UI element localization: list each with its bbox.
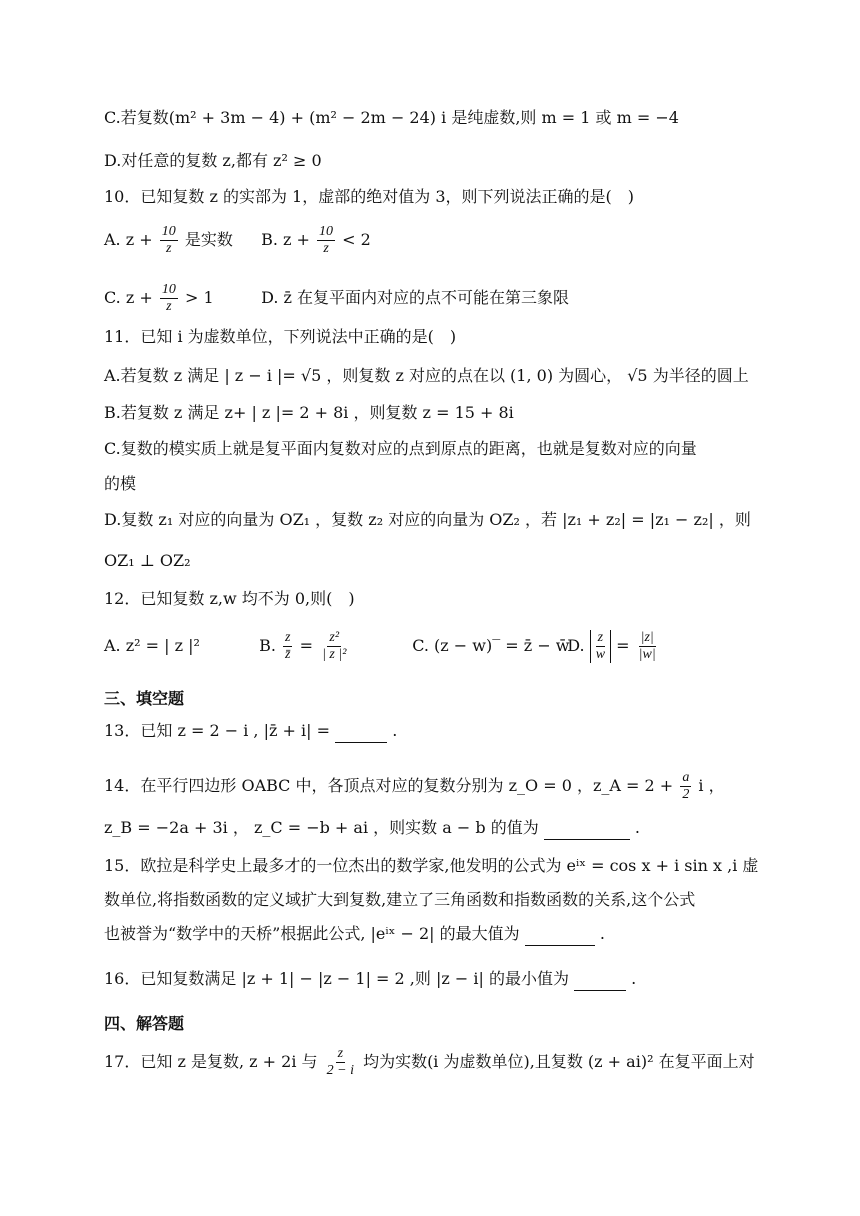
q13 xyxy=(104,719,397,743)
abs-bars xyxy=(590,630,611,663)
fraction-denominator: 2 xyxy=(682,787,690,802)
q10-option-b-fraction xyxy=(317,224,335,257)
fraction-denominator: 2 − i xyxy=(326,1063,354,1078)
q11-option-d-line1: D.复数 z₁ 对应的向量为 OZ₁ ，复数 z₂ 对应的向量为 OZ₂ ，若 |z₁ + z₂| = |z₁ − z₂| ，则 xyxy=(104,510,751,529)
q9-option-d: D.对任意的复数 z,都有 z² ≥ 0 xyxy=(104,151,322,170)
q10-option-c-post: > 1 xyxy=(184,288,214,307)
fraction-denominator: z xyxy=(166,299,172,314)
q10-stem: 10．已知复数 z 的实部为 1，虚部的绝对值为 3，则下列说法正确的是( ) xyxy=(104,187,634,206)
q10-options-row2 xyxy=(104,282,569,315)
q10-option-c-pre: C. z + xyxy=(104,288,153,307)
q10-option-a-post: 是实数 xyxy=(184,230,233,249)
q12-option-c: C. (z − w)‾ = z̄ − w̄ xyxy=(412,636,570,655)
fraction-numerator: a xyxy=(682,770,690,785)
q17-text-end: 均为实数(i 为虚数单位),且复数 (z + ai)² 在复平面上对 xyxy=(363,1052,755,1071)
fraction-numerator: 10 xyxy=(161,282,176,297)
q10-options-row1 xyxy=(104,224,371,257)
fraction-denominator: z xyxy=(166,241,172,256)
q15-line3 xyxy=(104,922,605,946)
sentence-end: . xyxy=(631,969,637,988)
fraction-numerator: 10 xyxy=(161,224,176,239)
q14-text-line1: 14．在平行四边形 OABC 中，各顶点对应的复数分别为 z_O = 0 ，z_A = 2 + xyxy=(104,776,674,795)
q14-fraction xyxy=(680,770,691,803)
q9-option-c: C.若复数(m² + 3m − 4) + (m² − 2m − 24) i 是纯虚数,则 m = 1 或 m = −4 xyxy=(104,108,679,127)
q12-option-b-fraction-left xyxy=(283,630,292,663)
q10-option-b-pre: B. z + xyxy=(261,230,310,249)
fraction-numerator: z xyxy=(285,630,291,645)
q17-line1 xyxy=(104,1046,755,1079)
q12-option-d-fraction-right xyxy=(637,630,658,663)
sentence-end: . xyxy=(634,818,640,837)
q11-option-a: A.若复数 z 满足 | z − i |= √5 ，则复数 z 对应的点在以 (1, 0) 为圆心， √5 为半径的圆上 xyxy=(104,366,749,385)
q10-option-a-fraction xyxy=(160,224,178,257)
fraction-numerator: z xyxy=(337,1046,344,1061)
fraction-denominator: |w| xyxy=(638,647,656,662)
q11-option-d-line2: OZ₁ ⊥ OZ₂ xyxy=(104,551,191,570)
section-heading-answer: 四、解答题 xyxy=(104,1014,185,1033)
q12-options-row xyxy=(104,630,660,663)
fraction-numerator: z² xyxy=(329,630,340,645)
q12-option-d-label: D. xyxy=(567,636,585,655)
q11-option-b: B.若复数 z 满足 z+ | z |= 2 + 8i ，则复数 z = 15 + 8i xyxy=(104,403,514,422)
q14-line2 xyxy=(104,816,640,840)
equals-sign: = xyxy=(299,636,313,655)
q16 xyxy=(104,967,636,991)
q13-text: 13．已知 z = 2 − i , |z̄ + i| = xyxy=(104,721,330,740)
q11-option-c-line1: C.复数的模实质上就是复平面内复数对应的点到原点的距离，也就是复数对应的向量 xyxy=(104,439,697,458)
fraction-denominator: z̄ xyxy=(285,647,291,662)
q14-text-line2: z_B = −2a + 3i ， z_C = −b + ai ，则实数 a − b 的值为 xyxy=(104,818,539,837)
q11-stem: 11．已知 i 为虚数单位，下列说法中正确的是( ) xyxy=(104,327,457,346)
q12-stem: 12．已知复数 z,w 均不为 0,则( ) xyxy=(104,589,355,608)
q11-option-c-line2: 的模 xyxy=(104,474,137,493)
equals-sign: = xyxy=(616,636,630,655)
fraction-numerator: |z| xyxy=(640,630,654,645)
q16-text: 16．已知复数满足 |z + 1| − |z − 1| = 2 ,则 |z − i| 的最小值为 xyxy=(104,969,569,988)
sentence-end: . xyxy=(599,924,605,943)
q12-option-b xyxy=(259,630,407,663)
q15-line2: 数单位,将指数函数的定义域扩大到复数,建立了三角函数和指数函数的关系,这个公式 xyxy=(104,890,696,909)
q10-option-c-fraction xyxy=(160,282,178,315)
q17-fraction xyxy=(325,1046,356,1079)
q12-option-a: A. z² = | z |² xyxy=(104,636,200,655)
q10-option-b-post: < 2 xyxy=(342,230,371,249)
q12-option-b-fraction-right xyxy=(320,630,348,663)
q12-option-d xyxy=(567,630,659,663)
q17-text-start: 17．已知 z 是复数, z + 2i 与 xyxy=(104,1052,318,1071)
q12-option-b-label: B. xyxy=(259,636,276,655)
fraction-numerator: 10 xyxy=(319,224,334,239)
sentence-end: . xyxy=(392,721,398,740)
fraction-denominator: w xyxy=(595,647,606,662)
q15-text-line3: 也被誉为“数学中的天桥”根据此公式, |eⁱˣ − 2| 的最大值为 xyxy=(104,924,520,943)
q10-option-d: D. z̄ 在复平面内对应的点不可能在第三象限 xyxy=(261,288,570,307)
q12-option-d-fraction-left xyxy=(594,630,607,663)
q14-answer-blank[interactable] xyxy=(544,839,630,840)
fraction-numerator: z xyxy=(597,630,604,645)
q16-answer-blank[interactable] xyxy=(574,990,626,991)
q10-option-a-pre: A. z + xyxy=(104,230,153,249)
q15-line1: 15．欧拉是科学史上最多才的一位杰出的数学家,他发明的公式为 eⁱˣ = cos x + i sin x ,i 虚 xyxy=(104,856,759,875)
q14-text-tail: i ， xyxy=(698,776,725,795)
q15-answer-blank[interactable] xyxy=(525,945,595,946)
q14-line1 xyxy=(104,770,725,803)
fraction-denominator: z xyxy=(323,241,329,256)
section-heading-fill-blank: 三、填空题 xyxy=(104,689,185,708)
q13-answer-blank[interactable] xyxy=(335,742,387,743)
fraction-denominator: | z |² xyxy=(322,647,347,662)
